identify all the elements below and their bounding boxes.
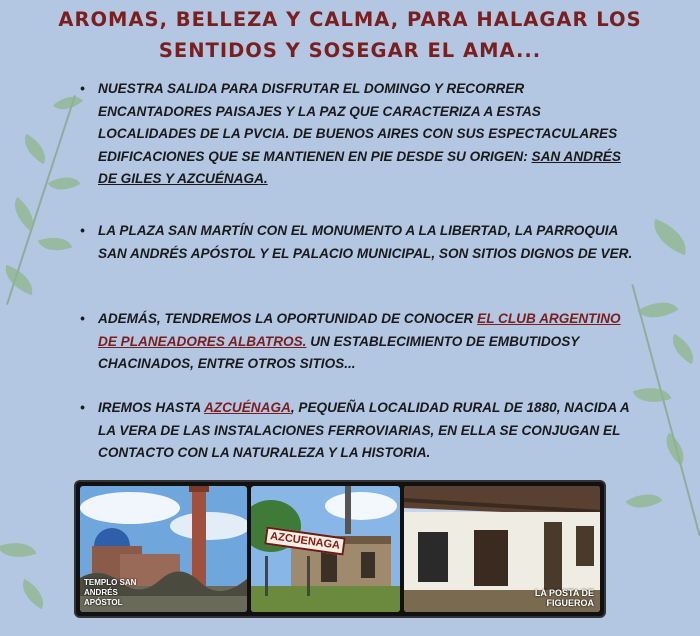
bullet-dot: •	[80, 311, 85, 326]
bullet-1-link[interactable]: SAN ANDRÉS DE GILES Y AZCUÉNAGA.	[98, 148, 621, 186]
bullet-1-text: NUESTRA SALIDA PARA DISFRUTAR EL DOMINGO Y RECORRER ENCANTADORES PAISAJES Y LA PAZ QUE CARACTERIZA A ESTAS LOCALIDADES DE LA PVCIA. DE BUENOS AIRES CON SUS ESPECTACULARES EDIFICACIONES QUE SE MANTIENEN EN PIE DESDE SU ORIGEN:	[98, 81, 618, 164]
bullet-item-4	[80, 397, 640, 465]
bullet-item-3	[80, 308, 640, 376]
title-line-2: SENTIDOS Y SOSEGAR EL AMA...	[158, 39, 542, 62]
photo-station	[251, 486, 400, 612]
photo-church-caption: TEMPLO SAN ANDRÉS APÓSTOL	[84, 578, 137, 607]
page-title	[0, 4, 700, 66]
bullet-4-pre: IREMOS HASTA	[98, 400, 204, 415]
bullet-4-post: , PEQUEÑA LOCALIDAD RURAL DE 1880, NACIDA A LA VERA DE LAS INSTALACIONES FERROVIARIAS, EN ELLA SE CONJUGAN EL CONTACTO CON LA NATURALEZA Y LA HISTORIA.	[98, 400, 630, 460]
title-line-1: AROMAS, BELLEZA Y CALMA, PARA HALAGAR LOS	[58, 8, 642, 31]
photo-church	[80, 486, 247, 612]
photo-posta-caption: LA POSTA DE FIGUEROA	[534, 588, 595, 608]
bullet-4-link[interactable]: AZCUÉNAGA	[203, 400, 291, 415]
bullet-3-link[interactable]: EL CLUB ARGENTINO DE PLANEADORES ALBATROS.	[98, 311, 621, 349]
bullet-item-2	[80, 220, 640, 265]
azcuenaga-sign: AZCUENAGA	[264, 527, 346, 556]
bullet-dot: •	[80, 223, 85, 238]
photo-strip	[74, 480, 606, 618]
bullet-3-pre: ADEMÁS, TENDREMOS LA OPORTUNIDAD DE CONOCER	[98, 311, 478, 326]
bullet-item-1	[80, 78, 640, 191]
bullet-dot: •	[80, 400, 85, 415]
bullet-3-post: UN ESTABLECIMIENTO DE EMBUTIDOSY CHACINADOS, ENTRE OTROS SITIOS...	[98, 333, 580, 371]
bullet-dot: •	[80, 81, 85, 96]
photo-posta	[404, 486, 600, 612]
bullet-2-text: LA PLAZA SAN MARTÍN CON EL MONUMENTO A LA LIBERTAD, LA PARROQUIA SAN ANDRÉS APÓSTOL Y EL PALACIO MUNICIPAL, SON SITIOS DIGNOS DE VER.	[98, 223, 633, 261]
